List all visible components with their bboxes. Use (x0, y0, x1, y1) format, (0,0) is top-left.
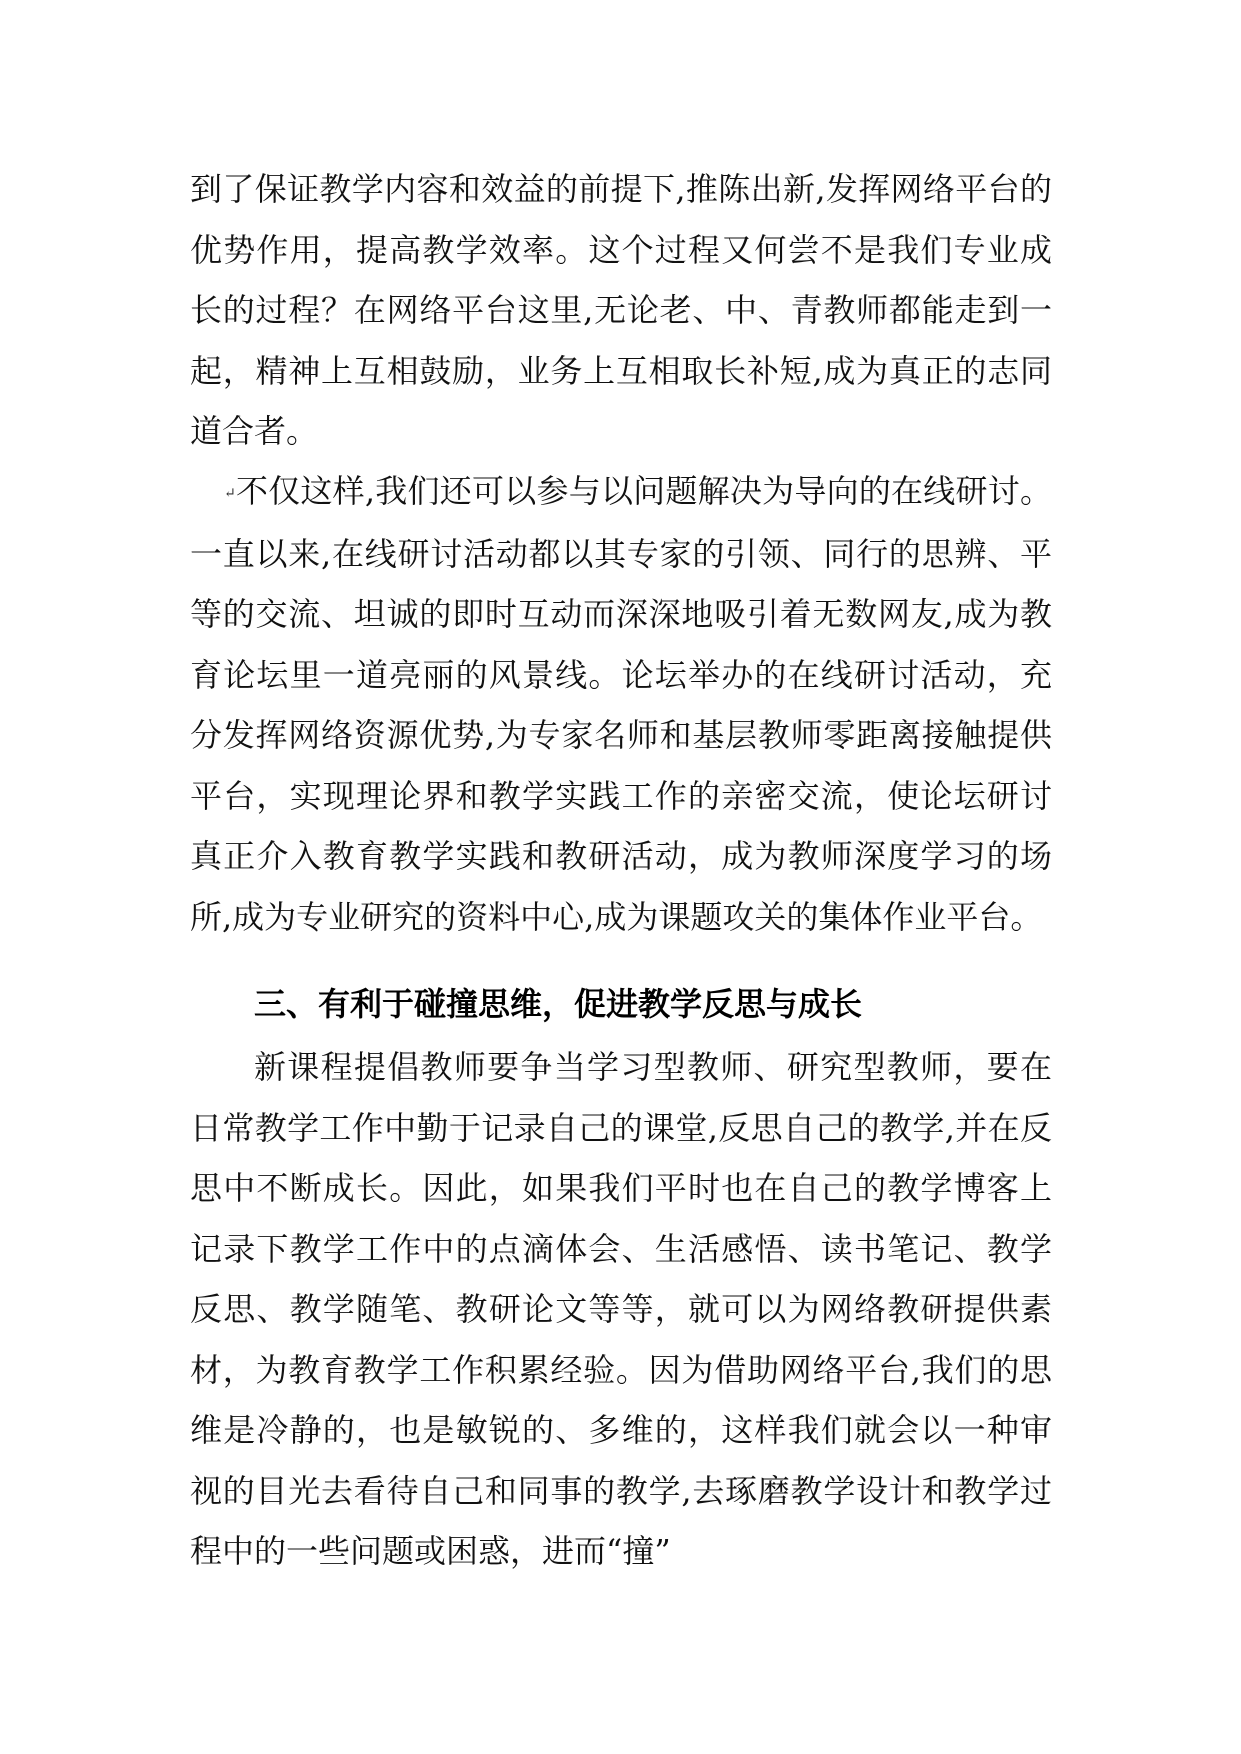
paragraph-mark-icon: ↵ (224, 485, 236, 502)
paragraph-continued (190, 159, 1052, 462)
paragraph-online-seminar (190, 461, 1052, 947)
paragraph-reflection (190, 1037, 1052, 1582)
section-heading-3: 三、有利于碰撞思维，促进教学反思与成长 (254, 985, 863, 1023)
paragraph-2-text: 不仅这样,我们还可以参与以问题解决为导向的在线研讨。一直以来,在线研讨活动都以其专家的引领、同行的思辨、平等的交流、坦诚的即时互动而深深地吸引着无数网友,成为教育论坛里一道亮丽的风景线。论坛举办的在线研讨活动，充分发挥网络资源优势,为专家名师和基层教师零距离接触提供平台，实现理论界和教学实践工作的亲密交流，使论坛研讨真正介入教育教学实践和教研活动，成为教师深度学习的场所,成为专业研究的资料中心,成为课题攻关的集体作业平台。 (190, 472, 1052, 936)
paragraph-3-text: 新课程提倡教师要争当学习型教师、研究型教师，要在日常教学工作中勤于记录自己的课堂,反思自己的教学,并在反思中不断成长。因此，如果我们平时也在自己的教学博客上记录下教学工作中的点滴体会、生活感悟、读书笔记、教学反思、教学随笔、教研论文等等，就可以为网络教研提供素材，为教育教学工作积累经验。因为借助网络平台,我们的思维是冷静的，也是敏锐的、多维的，这样我们就会以一种审视的目光去看待自己和同事的教学,去琢磨教学设计和教学过程中的一些问题或困惑，进而“撞” (190, 1048, 1052, 1570)
paragraph-1-text: 到了保证教学内容和效益的前提下,推陈出新,发挥网络平台的优势作用，提高教学效率。这个过程又何尝不是我们专业成长的过程？在网络平台这里,无论老、中、青教师都能走到一起，精神上互相鼓励，业务上互相取长补短,成为真正的志同道合者。 (190, 170, 1052, 450)
